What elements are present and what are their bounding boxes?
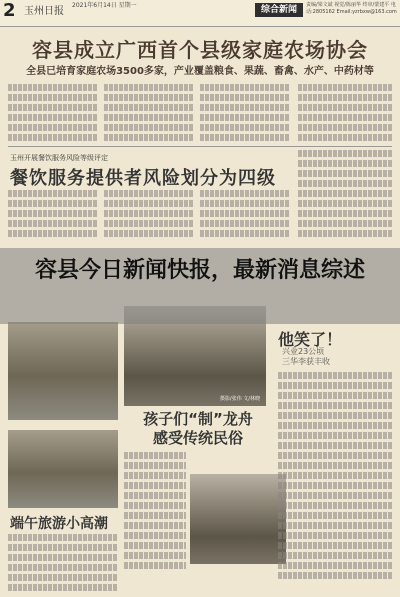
right-column-text (298, 150, 392, 240)
side-subheadline (282, 347, 330, 367)
editor-info: 责编/梁文斌 视觉/陈丽华 终审/蒙建平 电话:2805162 Email:yzrbxw@163.com (306, 2, 397, 15)
side-headline: 他笑了！ (278, 330, 343, 349)
lead-body-col-4 (298, 84, 392, 144)
side-subheadline-line-1: 兴业23公顷 (282, 347, 325, 356)
story4-headline: 端午旅游小高潮 (10, 516, 108, 532)
page-number: 2 (3, 0, 16, 21)
lead-body-col-1 (8, 84, 98, 144)
section-badge: 综合新闻 (255, 3, 303, 17)
story2-body-col-3 (200, 190, 290, 240)
side-subheadline-line-2: 三华李获丰收 (282, 357, 330, 366)
photo-children (190, 474, 286, 564)
story2-kicker: 玉州开展餐饮服务风险等级评定 (10, 154, 108, 162)
masthead: 玉州日报 (24, 6, 64, 17)
overlay-title: 容县今日新闻快报，最新消息综述 (34, 258, 365, 283)
side-body (278, 372, 392, 582)
story2-body-col-2 (104, 190, 194, 240)
story2-body-col-1 (8, 190, 98, 240)
photo-temple (8, 322, 118, 420)
story3-headline-line-1: 孩子们“制”龙舟 (143, 410, 253, 428)
lead-subheadline: 全县已培育家庭农场3500多家，产业覆盖粮食、果蔬、畜禽、水产、中药材等 (26, 66, 374, 77)
photo-caption: 摄影/张伟 文/林晓 (220, 396, 260, 402)
story3-body (124, 452, 186, 572)
lead-body-col-2 (104, 84, 194, 144)
story2-headline: 餐饮服务提供者风险划分为四级 (10, 168, 276, 189)
story3-headline-line-2: 感受传统民俗 (152, 429, 243, 447)
issue-date: 2021年6月14日 星期一 (72, 2, 137, 9)
lead-headline: 容县成立广西首个县级家庭农场协会 (32, 38, 368, 62)
section-divider (8, 146, 392, 147)
story3-headline (128, 410, 268, 448)
photo-tourism (8, 430, 118, 508)
page-header (0, 0, 400, 27)
story4-body (8, 534, 118, 594)
lead-body-col-3 (200, 84, 290, 144)
